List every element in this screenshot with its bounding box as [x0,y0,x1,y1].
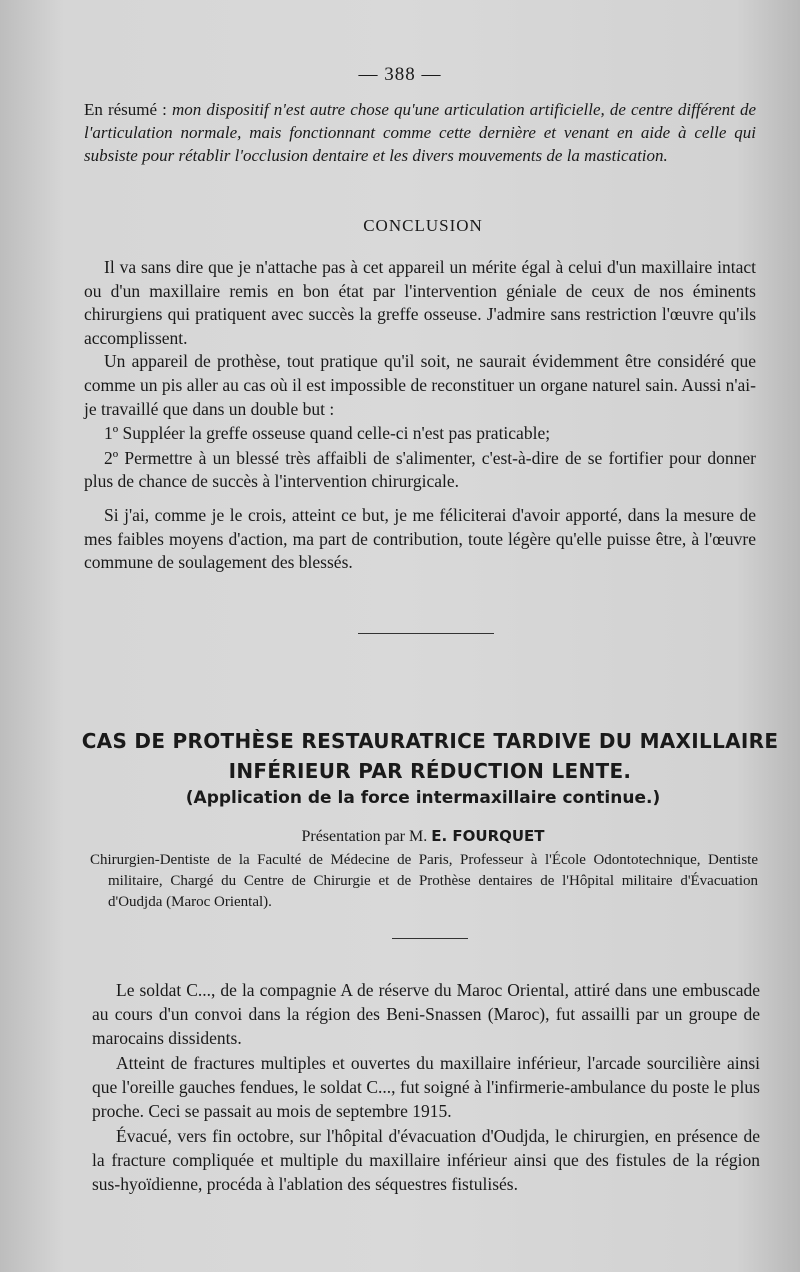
author-affiliation: Chirurgien-Dentiste de la Faculté de Médecine de Paris, Professeur à l'École Odontotechnique, Dentiste militaire, Chargé du Centre de Chirurgie et de Prothèse dentaires de l'Hôpital militaire d'Évacuation d'Oudjda (Maroc Oriental). [90,852,758,910]
section-divider [392,938,468,939]
conclusion-heading: CONCLUSION [363,216,483,235]
section-divider [358,633,494,634]
resume-italic-text: mon dispositif n'est autre chose qu'une articulation artificielle, de centre différent de l'articulation normale, mais fonctionnant comme cette dernière et venant en aide à celle qui subsiste pour rétablir l'occlusion dentaire et les divers mouvements de la mastication. [84,100,757,165]
article-paragraph: Atteint de fractures multiples et ouvertes du maxillaire inférieur, l'arcade sourcilière ainsi que l'oreille gauches fendues, le soldat C..., fut soigné à l'infirmerie-ambulance du poste le plus proche. Ceci se passait au mois de septembre 1915. [92,1053,760,1121]
conclusion-paragraph: Il va sans dire que je n'attache pas à cet appareil un mérite égal à celui d'un maxillaire intact ou d'un maxillaire remis en bon état par l'intervention géniale de ceux de nos éminents chirurgiens qui pratiquent avec succès la greffe osseuse. J'admire sans restriction l'œuvre qu'ils accomplissent. [84,257,756,348]
resume-paragraph [84,98,756,167]
article-paragraph: Le soldat C..., de la compagnie A de réserve du Maroc Oriental, attiré dans une embuscade au cours d'un convoi dans la région des Beni-Snassen (Maroc), fut assailli par un groupe de marocains dissidents. [92,980,760,1048]
conclusion-paragraph: Si j'ai, comme je le crois, atteint ce but, je me féliciterai d'avoir apporté, dans la mesure de mes faibles moyens d'action, ma part de contribution, toute légère qu'elle puisse être, à l'œuvre commune de soulagement des blessés. [84,504,756,573]
presentation-line [0,827,800,846]
article-title-line: CAS DE PROTHÈSE RESTAURATRICE TARDIVE DU MAXILLAIRE [81,729,779,753]
article-title-line: INFÉRIEUR PAR RÉDUCTION LENTE. [228,759,632,783]
article-title [70,726,790,786]
conclusion-list-item: 1º Suppléer la greffe osseuse quand celle-ci n'est pas praticable; [104,423,551,444]
conclusion-body [84,256,756,575]
article-paragraph: Évacué, vers fin octobre, sur l'hôpital d'évacuation d'Oudjda, le chirurgien, en présence de la fracture compliquée et multiple du maxillaire inférieur ainsi que des fistules de la région sus-hyoïdienne, procéda à l'ablation des séquestres fistulisés. [92,1126,760,1194]
article-body [92,978,760,1196]
article-subtitle: (Application de la force intermaxillaire continue.) [185,788,661,808]
presentation-prefix: Présentation par M. [301,828,432,845]
author-name: E. FOURQUET [431,827,545,845]
page-number: — 388 — [358,64,442,85]
resume-lead: En résumé : [84,100,172,119]
conclusion-paragraph: Un appareil de prothèse, tout pratique qu'il soit, ne saurait évidemment être considéré que comme un pis aller au cas où il est impossible de reconstituer un organe naturel sain. Aussi n'ai-je travaillé que dans un double but : [84,351,756,419]
conclusion-list-item: 2º Permettre à un blessé très affaibli de s'alimenter, c'est-à-dire de se fortifier pour donner plus de chance de succès à l'intervention chirurgicale. [84,447,756,492]
